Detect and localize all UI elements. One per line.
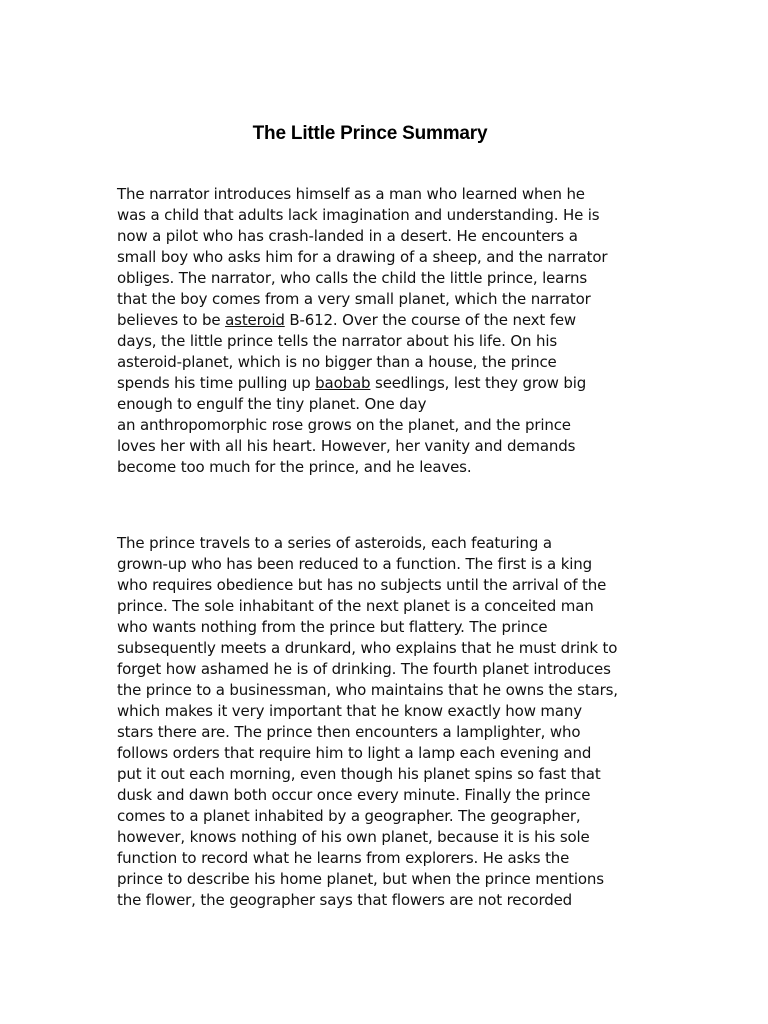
text-line: function to record what he learns from explorers. He asks the [117, 849, 570, 867]
text-line: stars there are. The prince then encounters a lamplighter, who [117, 723, 581, 741]
text-segment: now a pilot who has crash-landed in a desert. He encounters a [117, 227, 578, 245]
text-line: follows orders that require him to light a lamp each evening and [117, 744, 592, 762]
text-line: who wants nothing from the prince but flattery. The prince [117, 618, 548, 636]
text-line: however, knows nothing of his own planet, because it is his sole [117, 828, 590, 846]
text-segment: The narrator introduces himself as a man who learned when he [117, 185, 585, 203]
text-segment: asteroid-planet, which is no bigger than a house, the prince [117, 353, 557, 371]
text-segment: seedlings, lest they grow big [370, 374, 587, 392]
text-line [117, 247, 662, 268]
text-line: The prince travels to a series of asteroids, each featuring a [117, 534, 552, 552]
text-line: prince. The sole inhabitant of the next planet is a conceited man [117, 597, 594, 615]
text-line: forget how ashamed he is of drinking. The fourth planet introduces [117, 660, 611, 678]
text-line [117, 436, 662, 457]
text-segment: small boy who asks him for a drawing of a sheep, and the narrator [117, 248, 608, 266]
text-segment: enough to engulf the tiny planet. One day [117, 395, 427, 413]
text-line [117, 352, 662, 373]
text-segment: believes to be [117, 311, 226, 329]
text-line [117, 268, 662, 289]
text-line: comes to a planet inhabited by a geographer. The geographer, [117, 807, 581, 825]
text-segment: obliges. The narrator, who calls the child the little prince, learns [117, 269, 587, 287]
text-segment: B-612. Over the course of the next few [284, 311, 577, 329]
text-segment: loves her with all his heart. However, her vanity and demands [117, 437, 576, 455]
text-line [117, 226, 662, 247]
text-line [117, 415, 662, 436]
text-segment: that the boy comes from a very small planet, which the narrator [117, 290, 591, 308]
text-line: who requires obedience but has no subjects until the arrival of the [117, 576, 607, 594]
text-line [117, 205, 662, 226]
text-line [117, 310, 662, 331]
paragraph-2 [117, 533, 662, 911]
text-line: put it out each morning, even though his planet spins so fast that [117, 765, 601, 783]
text-line: grown-up who has been reduced to a function. The first is a king [117, 555, 592, 573]
asteroid-link[interactable]: asteroid [225, 311, 285, 329]
text-line: which makes it very important that he know exactly how many [117, 702, 583, 720]
text-line [117, 457, 662, 478]
text-line [117, 331, 662, 352]
text-segment: become too much for the prince, and he leaves. [117, 458, 472, 476]
text-line [117, 394, 662, 415]
text-segment: spends his time pulling up [117, 374, 316, 392]
text-line: the prince to a businessman, who maintains that he owns the stars, [117, 681, 618, 699]
text-line: the flower, the geographer says that flowers are not recorded [117, 891, 573, 909]
text-line: prince to describe his home planet, but when the prince mentions [117, 870, 604, 888]
baobab-link[interactable]: baobab [315, 374, 371, 392]
text-line [117, 184, 662, 205]
paragraph-1 [117, 184, 662, 478]
page-title: The Little Prince Summary [252, 123, 488, 144]
text-segment: was a child that adults lack imagination and understanding. He is [117, 206, 600, 224]
text-line [117, 373, 662, 394]
text-line [117, 289, 662, 310]
text-segment: an anthropomorphic rose grows on the planet, and the prince [117, 416, 571, 434]
text-line: dusk and dawn both occur once every minute. Finally the prince [117, 786, 591, 804]
text-line: subsequently meets a drunkard, who explains that he must drink to [117, 639, 618, 657]
text-segment: days, the little prince tells the narrator about his life. On his [117, 332, 558, 350]
